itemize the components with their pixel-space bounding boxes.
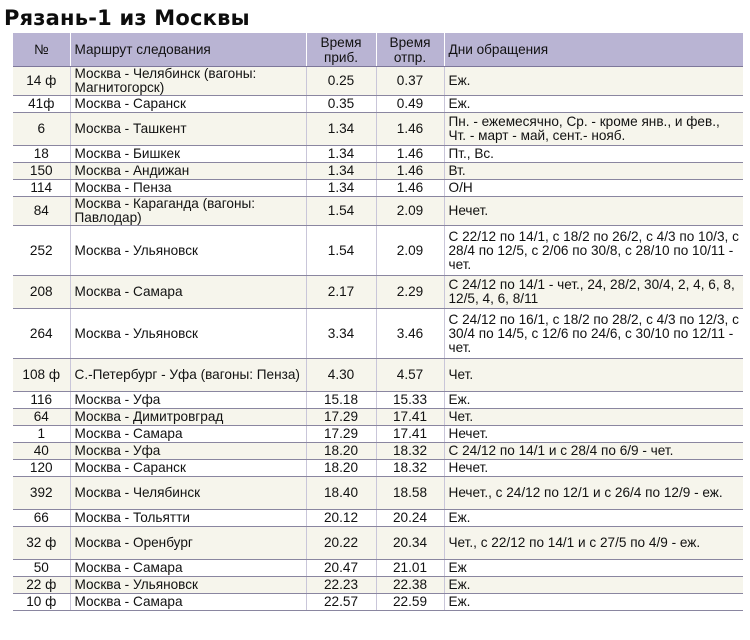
arrival-time: 15.18 (306, 392, 376, 409)
table-row (13, 276, 743, 309)
table-row (13, 163, 743, 180)
table-row (13, 146, 743, 163)
departure-time: 2.09 (376, 197, 444, 226)
arrival-time: 20.22 (306, 527, 376, 560)
table-row (13, 560, 743, 577)
departure-time: 4.57 (376, 359, 444, 392)
arrival-time: 0.25 (306, 67, 376, 96)
operating-days: Нечет. (444, 197, 743, 226)
arrival-time: 3.34 (306, 309, 376, 359)
train-number: 114 (13, 180, 70, 197)
header-row (13, 33, 743, 67)
route: Москва - Пенза (70, 180, 306, 197)
operating-days: Нечет. (444, 460, 743, 477)
operating-days: Пт., Вс. (444, 146, 743, 163)
train-number: 392 (13, 477, 70, 510)
departure-time: 1.46 (376, 180, 444, 197)
arrival-time: 1.34 (306, 113, 376, 146)
operating-days: Еж. (444, 96, 743, 113)
departure-time: 15.33 (376, 392, 444, 409)
operating-days: Еж (444, 560, 743, 577)
route: Москва - Самара (70, 594, 306, 611)
arrival-time: 22.23 (306, 577, 376, 594)
route: Москва - Ташкент (70, 113, 306, 146)
train-number: 208 (13, 276, 70, 309)
table-row (13, 409, 743, 426)
departure-time: 18.32 (376, 443, 444, 460)
arrival-time: 2.17 (306, 276, 376, 309)
operating-days: С 22/12 по 14/1, с 18/2 по 26/2, с 4/3 по 10/3, с 28/4 по 12/5, с 2/06 по 30/8, с 28/10 по 10/11 - чет. (444, 226, 743, 276)
route: Москва - Оренбург (70, 527, 306, 560)
operating-days: Еж. (444, 577, 743, 594)
arrival-time: 0.35 (306, 96, 376, 113)
route: Москва - Ульяновск (70, 309, 306, 359)
route: Москва - Караганда (вагоны: Павлодар) (70, 197, 306, 226)
train-number: 6 (13, 113, 70, 146)
route: Москва - Саранск (70, 460, 306, 477)
train-number: 116 (13, 392, 70, 409)
departure-time: 2.29 (376, 276, 444, 309)
route: Москва - Уфа (70, 392, 306, 409)
table-row (13, 197, 743, 226)
col-header-arrival: Время приб. (306, 33, 376, 67)
operating-days: Еж. (444, 392, 743, 409)
operating-days: Нечет., с 24/12 по 12/1 и с 26/4 по 12/9 - еж. (444, 477, 743, 510)
operating-days: С 24/12 по 14/1 - чет., 24, 28/2, 30/4, 2, 4, 6, 8, 12/5, 4, 6, 8/11 (444, 276, 743, 309)
route: Москва - Бишкек (70, 146, 306, 163)
departure-time: 2.09 (376, 226, 444, 276)
route: Москва - Самара (70, 560, 306, 577)
arrival-time: 17.29 (306, 426, 376, 443)
departure-time: 17.41 (376, 426, 444, 443)
arrival-time: 1.34 (306, 163, 376, 180)
table-row (13, 96, 743, 113)
operating-days: Чет. (444, 409, 743, 426)
route: С.-Петербург - Уфа (вагоны: Пенза) (70, 359, 306, 392)
route: Москва - Саранск (70, 96, 306, 113)
table-row (13, 309, 743, 359)
table-row (13, 577, 743, 594)
col-header-no: № (13, 33, 70, 67)
arrival-time: 20.12 (306, 510, 376, 527)
arrival-time: 1.34 (306, 146, 376, 163)
route: Москва - Ульяновск (70, 577, 306, 594)
table-row (13, 460, 743, 477)
operating-days: О/Н (444, 180, 743, 197)
route: Москва - Челябинск (вагоны: Магнитогорск) (70, 67, 306, 96)
train-number: 1 (13, 426, 70, 443)
departure-time: 18.32 (376, 460, 444, 477)
train-number: 150 (13, 163, 70, 180)
table-row (13, 594, 743, 611)
departure-time: 3.46 (376, 309, 444, 359)
train-number: 14 ф (13, 67, 70, 96)
operating-days: Вт. (444, 163, 743, 180)
departure-time: 0.37 (376, 67, 444, 96)
arrival-time: 1.54 (306, 197, 376, 226)
route: Москва - Димитровград (70, 409, 306, 426)
operating-days: Еж. (444, 510, 743, 527)
departure-time: 18.58 (376, 477, 444, 510)
operating-days: С 24/12 по 16/1, с 18/2 по 28/2, с 4/3 по 12/3, с 30/4 по 14/5, с 12/6 по 24/6, с 30/10 по 12/11 - чет. (444, 309, 743, 359)
departure-time: 1.46 (376, 146, 444, 163)
train-number: 64 (13, 409, 70, 426)
operating-days: Пн. - ежемесячно, Ср. - кроме янв., и фев., Чт. - март - май, сент.- нояб. (444, 113, 743, 146)
train-number: 108 ф (13, 359, 70, 392)
table-row (13, 477, 743, 510)
route: Москва - Самара (70, 276, 306, 309)
timetable (13, 33, 743, 611)
route: Москва - Тольятти (70, 510, 306, 527)
operating-days: Еж. (444, 67, 743, 96)
train-number: 32 ф (13, 527, 70, 560)
table-row (13, 226, 743, 276)
col-header-route: Маршрут следования (70, 33, 306, 67)
train-number: 50 (13, 560, 70, 577)
table-row (13, 392, 743, 409)
train-number: 66 (13, 510, 70, 527)
arrival-time: 1.34 (306, 180, 376, 197)
table-row (13, 510, 743, 527)
departure-time: 17.41 (376, 409, 444, 426)
route: Москва - Ульяновск (70, 226, 306, 276)
departure-time: 20.24 (376, 510, 444, 527)
table-row (13, 113, 743, 146)
departure-time: 1.46 (376, 163, 444, 180)
col-header-days: Дни обращения (444, 33, 743, 67)
departure-time: 0.49 (376, 96, 444, 113)
departure-time: 1.46 (376, 113, 444, 146)
operating-days: Нечет. (444, 426, 743, 443)
route: Москва - Самара (70, 426, 306, 443)
arrival-time: 22.57 (306, 594, 376, 611)
table-row (13, 67, 743, 96)
route: Москва - Уфа (70, 443, 306, 460)
departure-time: 22.38 (376, 577, 444, 594)
departure-time: 20.34 (376, 527, 444, 560)
table-row (13, 426, 743, 443)
arrival-time: 18.40 (306, 477, 376, 510)
table-row (13, 359, 743, 392)
arrival-time: 17.29 (306, 409, 376, 426)
train-number: 264 (13, 309, 70, 359)
arrival-time: 18.20 (306, 443, 376, 460)
departure-time: 22.59 (376, 594, 444, 611)
train-number: 18 (13, 146, 70, 163)
table-row (13, 180, 743, 197)
operating-days: Еж. (444, 594, 743, 611)
table-row (13, 527, 743, 560)
table-row (13, 443, 743, 460)
train-number: 84 (13, 197, 70, 226)
train-number: 120 (13, 460, 70, 477)
col-header-departure: Время отпр. (376, 33, 444, 67)
train-number: 41ф (13, 96, 70, 113)
arrival-time: 18.20 (306, 460, 376, 477)
operating-days: Чет., с 22/12 по 14/1 и с 27/5 по 4/9 - еж. (444, 527, 743, 560)
operating-days: С 24/12 по 14/1 и с 28/4 по 6/9 - чет. (444, 443, 743, 460)
train-number: 10 ф (13, 594, 70, 611)
train-number: 40 (13, 443, 70, 460)
arrival-time: 1.54 (306, 226, 376, 276)
arrival-time: 4.30 (306, 359, 376, 392)
route: Москва - Андижан (70, 163, 306, 180)
operating-days: Чет. (444, 359, 743, 392)
train-number: 252 (13, 226, 70, 276)
arrival-time: 20.47 (306, 560, 376, 577)
departure-time: 21.01 (376, 560, 444, 577)
train-number: 22 ф (13, 577, 70, 594)
page-title: Рязань-1 из Москвы (4, 6, 250, 30)
route: Москва - Челябинск (70, 477, 306, 510)
